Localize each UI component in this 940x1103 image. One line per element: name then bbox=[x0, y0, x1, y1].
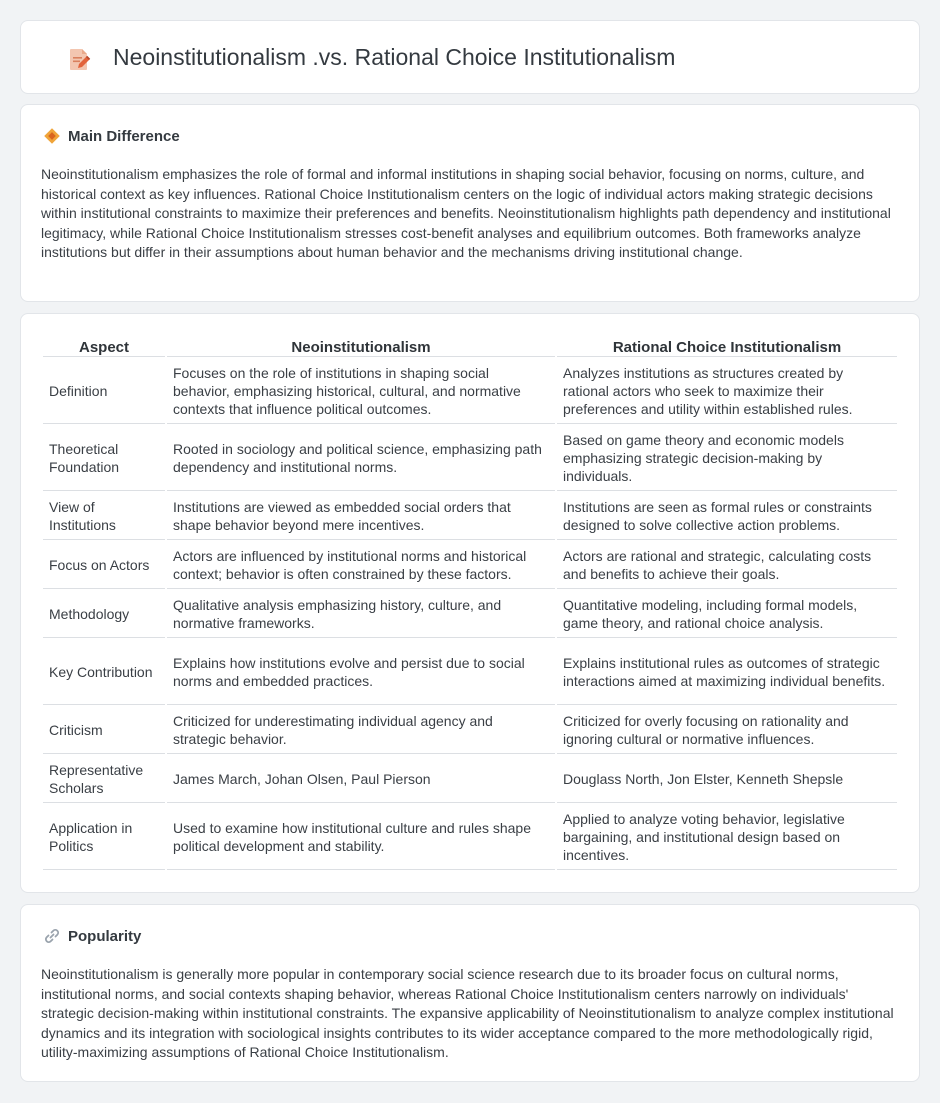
table-row bbox=[43, 357, 897, 424]
aspect-cell: Application in Politics bbox=[43, 803, 165, 870]
popularity-section bbox=[20, 904, 920, 1082]
comparison-table bbox=[41, 334, 899, 870]
aspect-cell: View of Institutions bbox=[43, 491, 165, 540]
table-row bbox=[43, 540, 897, 589]
diamond-icon bbox=[43, 127, 61, 145]
neoinstitutionalism-cell: Institutions are viewed as embedded social orders that shape behavior beyond mere incentives. bbox=[167, 491, 555, 540]
popularity-text: Neoinstitutionalism is generally more popular in contemporary social science research due to its broader focus on cultural norms, institutional norms, and social contexts shaping behavior, whereas Rational Choice Institutionalism centers narrowly on individuals' strategic decision-making within institutional constraints. The expansive applicability of Neoinstitutionalism to analyze complex institutional dynamics and its integration with sociological insights contributes to its wider acceptance compared to the more methodologically rigid, utility-maximizing assumptions of Rational Choice Institutionalism. bbox=[41, 966, 894, 1061]
table-row bbox=[43, 638, 897, 705]
main-difference-heading: Main Difference bbox=[68, 127, 180, 145]
rational-choice-cell: Douglass North, Jon Elster, Kenneth Shepsle bbox=[557, 754, 897, 803]
aspect-cell: Theoretical Foundation bbox=[43, 424, 165, 491]
aspect-cell: Key Contribution bbox=[43, 638, 165, 705]
neoinstitutionalism-cell: Focuses on the role of institutions in shaping social behavior, emphasizing historical, cultural, and normative contexts that influence political outcomes. bbox=[167, 357, 555, 424]
main-difference-section bbox=[20, 104, 920, 302]
aspect-cell: Methodology bbox=[43, 589, 165, 638]
table-row bbox=[43, 705, 897, 754]
header-neoinstitutionalism: Neoinstitutionalism bbox=[167, 334, 555, 357]
comparison-table-section bbox=[20, 313, 920, 893]
rational-choice-cell: Institutions are seen as formal rules or constraints designed to solve collective action problems. bbox=[557, 491, 897, 540]
table-row bbox=[43, 424, 897, 491]
aspect-cell: Representative Scholars bbox=[43, 754, 165, 803]
aspect-cell: Criticism bbox=[43, 705, 165, 754]
neoinstitutionalism-cell: James March, Johan Olsen, Paul Pierson bbox=[167, 754, 555, 803]
rational-choice-cell: Based on game theory and economic models emphasizing strategic decision-making by individuals. bbox=[557, 424, 897, 491]
rational-choice-cell: Criticized for overly focusing on rationality and ignoring cultural or normative influences. bbox=[557, 705, 897, 754]
rational-choice-cell: Analyzes institutions as structures created by rational actors who seek to maximize their preferences and utility within established rules. bbox=[557, 357, 897, 424]
aspect-cell: Focus on Actors bbox=[43, 540, 165, 589]
table-row bbox=[43, 589, 897, 638]
document-edit-icon bbox=[66, 46, 92, 72]
neoinstitutionalism-cell: Used to examine how institutional culture and rules shape political development and stability. bbox=[167, 803, 555, 870]
neoinstitutionalism-cell: Qualitative analysis emphasizing history, culture, and normative frameworks. bbox=[167, 589, 555, 638]
table-row bbox=[43, 754, 897, 803]
main-difference-text: Neoinstitutionalism emphasizes the role of formal and informal institutions in shaping social behavior, focusing on norms, culture, and historical context as key influences. Rational Choice Institutionalism centers on the logic of individual actors making strategic decisions within institutional constraints to maximize their preferences and benefits. Neoinstitutionalism highlights path dependency and institutional legitimacy, while Rational Choice Institutionalism stresses cost-benefit analyses and equilibrium outcomes. Both frameworks analyze institutions but differ in their assumptions about human behavior and the mechanisms driving institutional change. bbox=[41, 166, 891, 261]
neoinstitutionalism-cell: Rooted in sociology and political science, emphasizing path dependency and institutional norms. bbox=[167, 424, 555, 491]
neoinstitutionalism-cell: Criticized for underestimating individual agency and strategic behavior. bbox=[167, 705, 555, 754]
popularity-heading: Popularity bbox=[68, 927, 142, 945]
header-aspect: Aspect bbox=[43, 334, 165, 357]
table-row bbox=[43, 803, 897, 870]
link-icon bbox=[43, 927, 61, 945]
rational-choice-cell: Applied to analyze voting behavior, legislative bargaining, and institutional design based on incentives. bbox=[557, 803, 897, 870]
aspect-cell: Definition bbox=[43, 357, 165, 424]
table-header-row bbox=[43, 334, 897, 357]
header-rational-choice: Rational Choice Institutionalism bbox=[557, 334, 897, 357]
title-card bbox=[20, 20, 920, 94]
rational-choice-cell: Quantitative modeling, including formal models, game theory, and rational choice analysis. bbox=[557, 589, 897, 638]
neoinstitutionalism-cell: Actors are influenced by institutional norms and historical context; behavior is often constrained by these factors. bbox=[167, 540, 555, 589]
rational-choice-cell: Actors are rational and strategic, calculating costs and benefits to achieve their goals. bbox=[557, 540, 897, 589]
page-title: Neoinstitutionalism .vs. Rational Choice Institutionalism bbox=[113, 44, 676, 70]
rational-choice-cell: Explains institutional rules as outcomes of strategic interactions aimed at maximizing individual benefits. bbox=[557, 638, 897, 705]
table-row bbox=[43, 491, 897, 540]
neoinstitutionalism-cell: Explains how institutions evolve and persist due to social norms and embedded practices. bbox=[167, 638, 555, 705]
